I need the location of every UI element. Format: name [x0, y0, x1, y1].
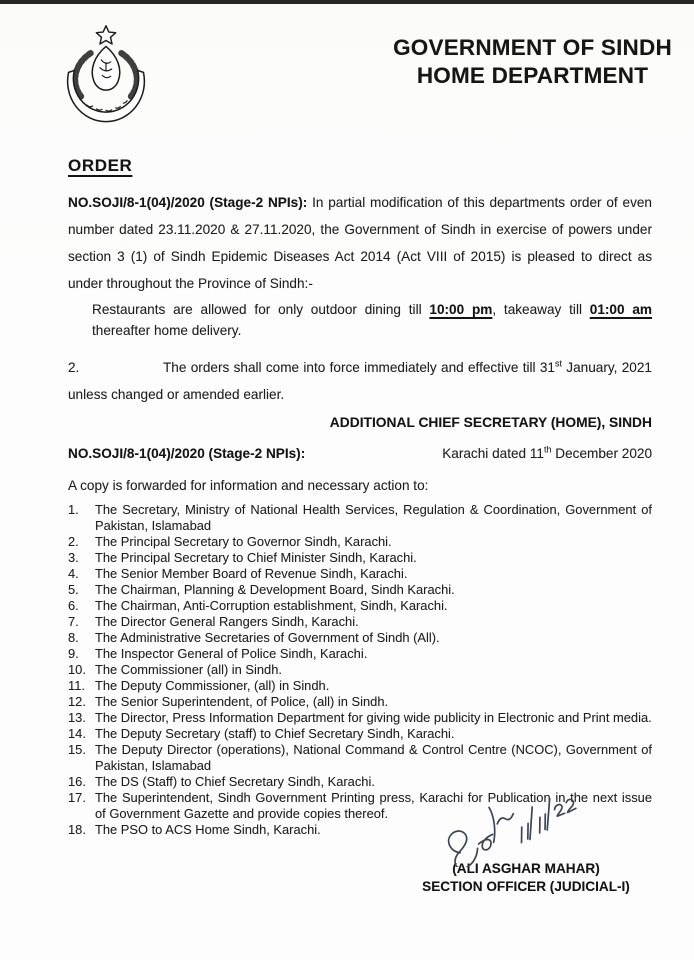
recipient-text: The Secretary, Ministry of National Health Services, Regulation & Coordination, Government of Pakistan, Islamabad: [95, 502, 652, 533]
recipient-list-item: [68, 694, 652, 710]
forwarding-intro: A copy is forwarded for information and necessary action to:: [68, 478, 429, 493]
recipient-number: 3.: [68, 550, 79, 565]
recipient-text: The Deputy Commissioner, (all) in Sindh.: [95, 678, 330, 693]
recipient-text: The Principal Secretary to Governor Sindh, Karachi.: [95, 534, 392, 549]
order-reference-number: NO.SOJI/8-1(04)/2020 (Stage-2 NPIs):: [68, 195, 308, 210]
recipient-number: 8.: [68, 630, 79, 645]
restaurants-text-1: Restaurants are allowed for only outdoor dining till: [92, 302, 430, 317]
recipient-list-item: [68, 646, 652, 662]
recipient-text: The DS (Staff) to Chief Secretary Sindh, Karachi.: [95, 774, 375, 789]
recipient-number: 2.: [68, 534, 79, 549]
dateline-text-1: Karachi dated 11: [442, 446, 544, 461]
signatory-designation: ADDITIONAL CHIEF SECRETARY (HOME), SINDH: [329, 415, 652, 430]
dateline-text-2: December 2020: [551, 446, 652, 461]
recipient-list-item: [68, 534, 652, 550]
recipient-text: The Administrative Secretaries of Government of Sindh (All).: [95, 630, 440, 645]
recipient-text: The Principal Secretary to Chief Minister Sindh, Karachi.: [95, 550, 417, 565]
takeaway-time-limit: 01:00 am: [589, 302, 652, 317]
recipient-text: The Senior Member Board of Revenue Sindh, Karachi.: [95, 566, 408, 581]
recipient-list-item: [68, 678, 652, 694]
recipient-list-item: [68, 598, 652, 614]
recipient-text: The Senior Superintendent, of Police, (all) in Sindh.: [95, 694, 389, 709]
recipients-list: [68, 502, 652, 838]
dateline: [442, 446, 652, 461]
recipient-number: 4.: [68, 566, 79, 581]
recipient-list-item: [68, 726, 652, 742]
order-paragraph-1: [68, 189, 652, 297]
recipient-list-item: [68, 742, 652, 774]
document-header: [0, 0, 694, 150]
recipient-text: The Director, Press Information Department for giving wide publicity in Electronic and Print media.: [95, 710, 652, 725]
recipient-text: The Commissioner (all) in Sindh.: [95, 662, 282, 677]
recipient-list-item: [68, 502, 652, 534]
paragraph-2-number: 2.: [68, 360, 80, 375]
recipient-list-item: [68, 662, 652, 678]
recipient-number: 12.: [68, 694, 86, 709]
paragraph-2-text-2: January, 2021 unless changed or amended earlier.: [68, 360, 652, 402]
sindh-government-emblem-icon: [58, 24, 154, 138]
recipient-text: The Superintendent, Sindh Government Printing press, Karachi for Publication in the next issue of Government Gazette and provide copies thereof.: [95, 790, 652, 821]
restaurants-text-2: , takeaway till: [492, 302, 590, 317]
department-title-line: HOME DEPARTMENT: [416, 63, 649, 88]
recipient-text: The Deputy Secretary (staff) to Chief Secretary Sindh, Karachi.: [95, 726, 455, 741]
dining-time-limit: 10:00 pm: [429, 302, 493, 317]
forwarding-reference-row: [68, 446, 652, 461]
recipient-number: 10.: [68, 662, 86, 677]
recipient-list-item: [68, 550, 652, 566]
recipient-number: 16.: [68, 774, 86, 789]
date-ordinal-superscript: th: [543, 444, 552, 455]
paragraph-2-text-1: The orders shall come into force immediately and effective till 31: [163, 360, 555, 375]
ordinal-superscript: st: [554, 358, 562, 369]
recipient-number: 17.: [68, 790, 86, 805]
department-title: [385, 34, 680, 90]
recipient-number: 7.: [68, 614, 79, 629]
recipient-number: 6.: [68, 598, 79, 613]
recipient-text: The Chairman, Planning & Development Board, Sindh Karachi.: [95, 582, 455, 597]
order-paragraph-1-text: In partial modification of this departments order of even number dated 23.11.2020 & 27.11.2020, the Government of Sindh in exercise of powers under section 3 (1) of Sindh Epidemic Diseases Act 2014 (Act VIII of 2015) is pleased to direct as under throughout the Province of Sindh:-: [68, 195, 652, 291]
recipient-number: 18.: [68, 822, 86, 837]
recipient-list-item: [68, 582, 652, 598]
restaurants-clause: [92, 299, 652, 341]
recipient-text: The Director General Rangers Sindh, Karachi.: [95, 614, 359, 629]
recipient-text: The PSO to ACS Home Sindh, Karachi.: [95, 822, 321, 837]
recipient-number: 5.: [68, 582, 79, 597]
government-title-line: GOVERNMENT OF SINDH: [393, 35, 672, 60]
recipient-list-item: [68, 774, 652, 790]
recipient-text: The Deputy Director (operations), National Command & Control Centre (NCOC), Government of Pakistan, Islamabad: [95, 742, 652, 773]
recipient-number: 11.: [68, 678, 85, 693]
recipient-text: The Inspector General of Police Sindh, Karachi.: [95, 646, 368, 661]
recipient-list-item: [68, 614, 652, 630]
order-paragraph-2: [68, 354, 652, 408]
recipient-number: 9.: [68, 646, 79, 661]
handwritten-signature-icon: [438, 789, 590, 867]
recipient-number: 13.: [68, 710, 86, 725]
recipient-list-item: [68, 566, 652, 582]
recipient-number: 15.: [68, 742, 86, 757]
restaurants-text-3: thereafter home delivery.: [92, 323, 242, 338]
signer-name: (ALI ASGHAR MAHAR): [452, 861, 600, 876]
order-heading: ORDER: [68, 156, 133, 175]
document-body: [68, 150, 652, 896]
signer-title: SECTION OFFICER (JUDICIAL-I): [422, 879, 630, 894]
recipient-number: 1.: [68, 502, 79, 517]
recipient-number: 14.: [68, 726, 86, 741]
recipient-list-item: [68, 630, 652, 646]
recipient-list-item: [68, 710, 652, 726]
recipient-text: The Chairman, Anti-Corruption establishment, Sindh, Karachi.: [95, 598, 448, 613]
forwarding-reference-number: NO.SOJI/8-1(04)/2020 (Stage-2 NPIs):: [68, 446, 306, 461]
